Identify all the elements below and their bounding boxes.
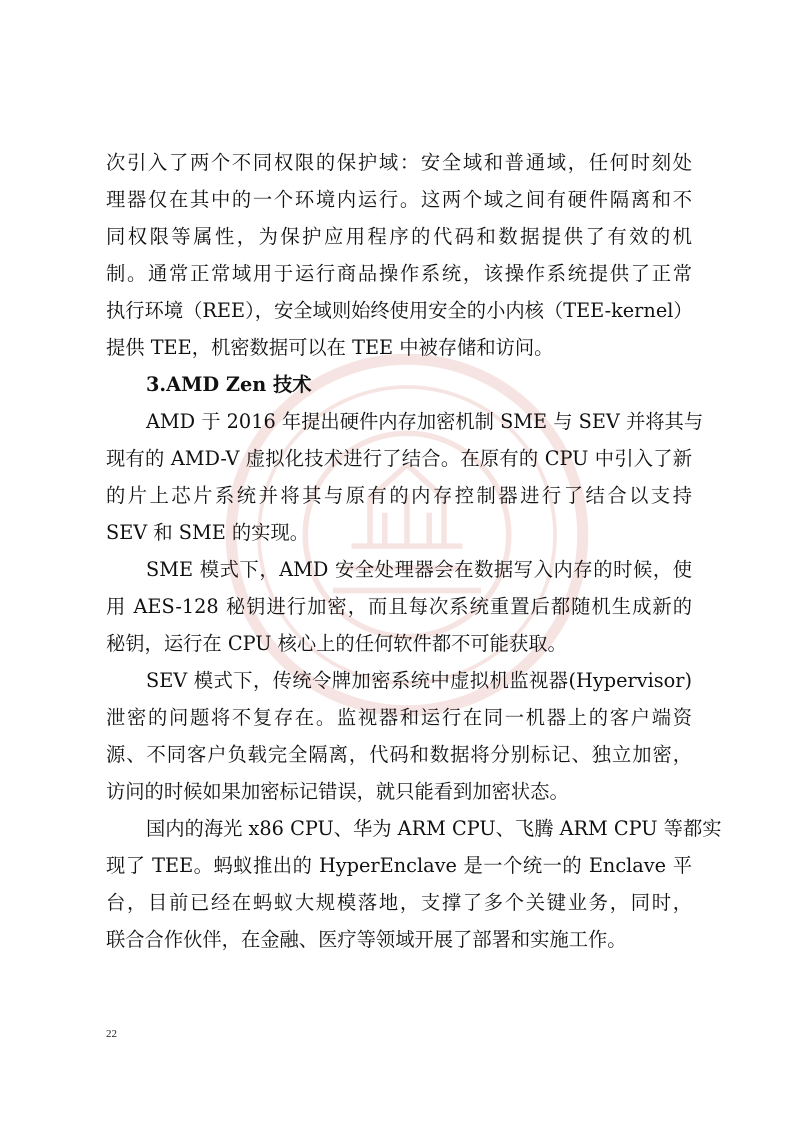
text-line: 同权限等属性，为保护应用程序的代码和数据提供了有效的机 xyxy=(106,225,692,248)
text-line: 泄密的问题将不复存在。监视器和运行在同一机器上的客户端资 xyxy=(106,706,692,729)
text-line: 用 AES-128 秘钥进行加密，而且每次系统重置后都随机生成新的 xyxy=(106,595,692,618)
text-line: 访问的时候如果加密标记错误，就只能看到加密状态。 xyxy=(106,780,569,803)
section-heading: 3.AMD Zen 技术 xyxy=(146,373,312,396)
text-line: 现了 TEE。蚂蚁推出的 HyperEnclave 是一个统一的 Enclave 平 xyxy=(106,854,692,877)
paragraph xyxy=(106,810,722,958)
text-line: 的片上芯片系统并将其与原有的内存控制器进行了结合以支持 xyxy=(106,484,692,507)
text-line: SEV 模式下，传统令牌加密系统中虚拟机监视器(Hypervisor) xyxy=(146,669,692,692)
paragraph xyxy=(106,551,692,662)
text-line: 秘钥，运行在 CPU 核心上的任何软件都不可能获取。 xyxy=(106,632,567,655)
paragraph xyxy=(106,403,704,551)
page-number: 22 xyxy=(106,1028,117,1040)
paragraph xyxy=(106,144,692,366)
document-body xyxy=(106,144,722,958)
text-line: 执行环境（REE），安全域则始终使用安全的小内核（TEE-kernel） xyxy=(106,299,693,322)
text-line: 次引入了两个不同权限的保护域：安全域和普通域，任何时刻处 xyxy=(106,151,692,174)
text-line: SME 模式下，AMD 安全处理器会在数据写入内存的时候，使 xyxy=(146,558,692,581)
text-line: 台，目前已经在蚂蚁大规模落地，支撑了多个关键业务，同时， xyxy=(106,891,692,914)
text-line: AMD 于 2016 年提出硬件内存加密机制 SME 与 SEV 并将其与 xyxy=(146,410,704,433)
paragraph xyxy=(106,662,692,810)
text-line: 联合合作伙伴，在金融、医疗等领域开展了部署和实施工作。 xyxy=(106,928,627,951)
text-line: 制。通常正常域用于运行商品操作系统，该操作系统提供了正常 xyxy=(106,262,692,285)
text-line: SEV 和 SME 的实现。 xyxy=(106,521,310,544)
text-line: 现有的 AMD-V 虚拟化技术进行了结合。在原有的 CPU 中引入了新 xyxy=(106,447,692,470)
text-line: 理器仅在其中的一个环境内运行。这两个域之间有硬件隔离和不 xyxy=(106,188,692,211)
text-line: 国内的海光 x86 CPU、华为 ARM CPU、飞腾 ARM CPU 等都实 xyxy=(146,817,722,840)
text-line: 提供 TEE，机密数据可以在 TEE 中被存储和访问。 xyxy=(106,336,554,359)
text-line: 源、不同客户负载完全隔离，代码和数据将分别标记、独立加密， xyxy=(106,743,692,766)
